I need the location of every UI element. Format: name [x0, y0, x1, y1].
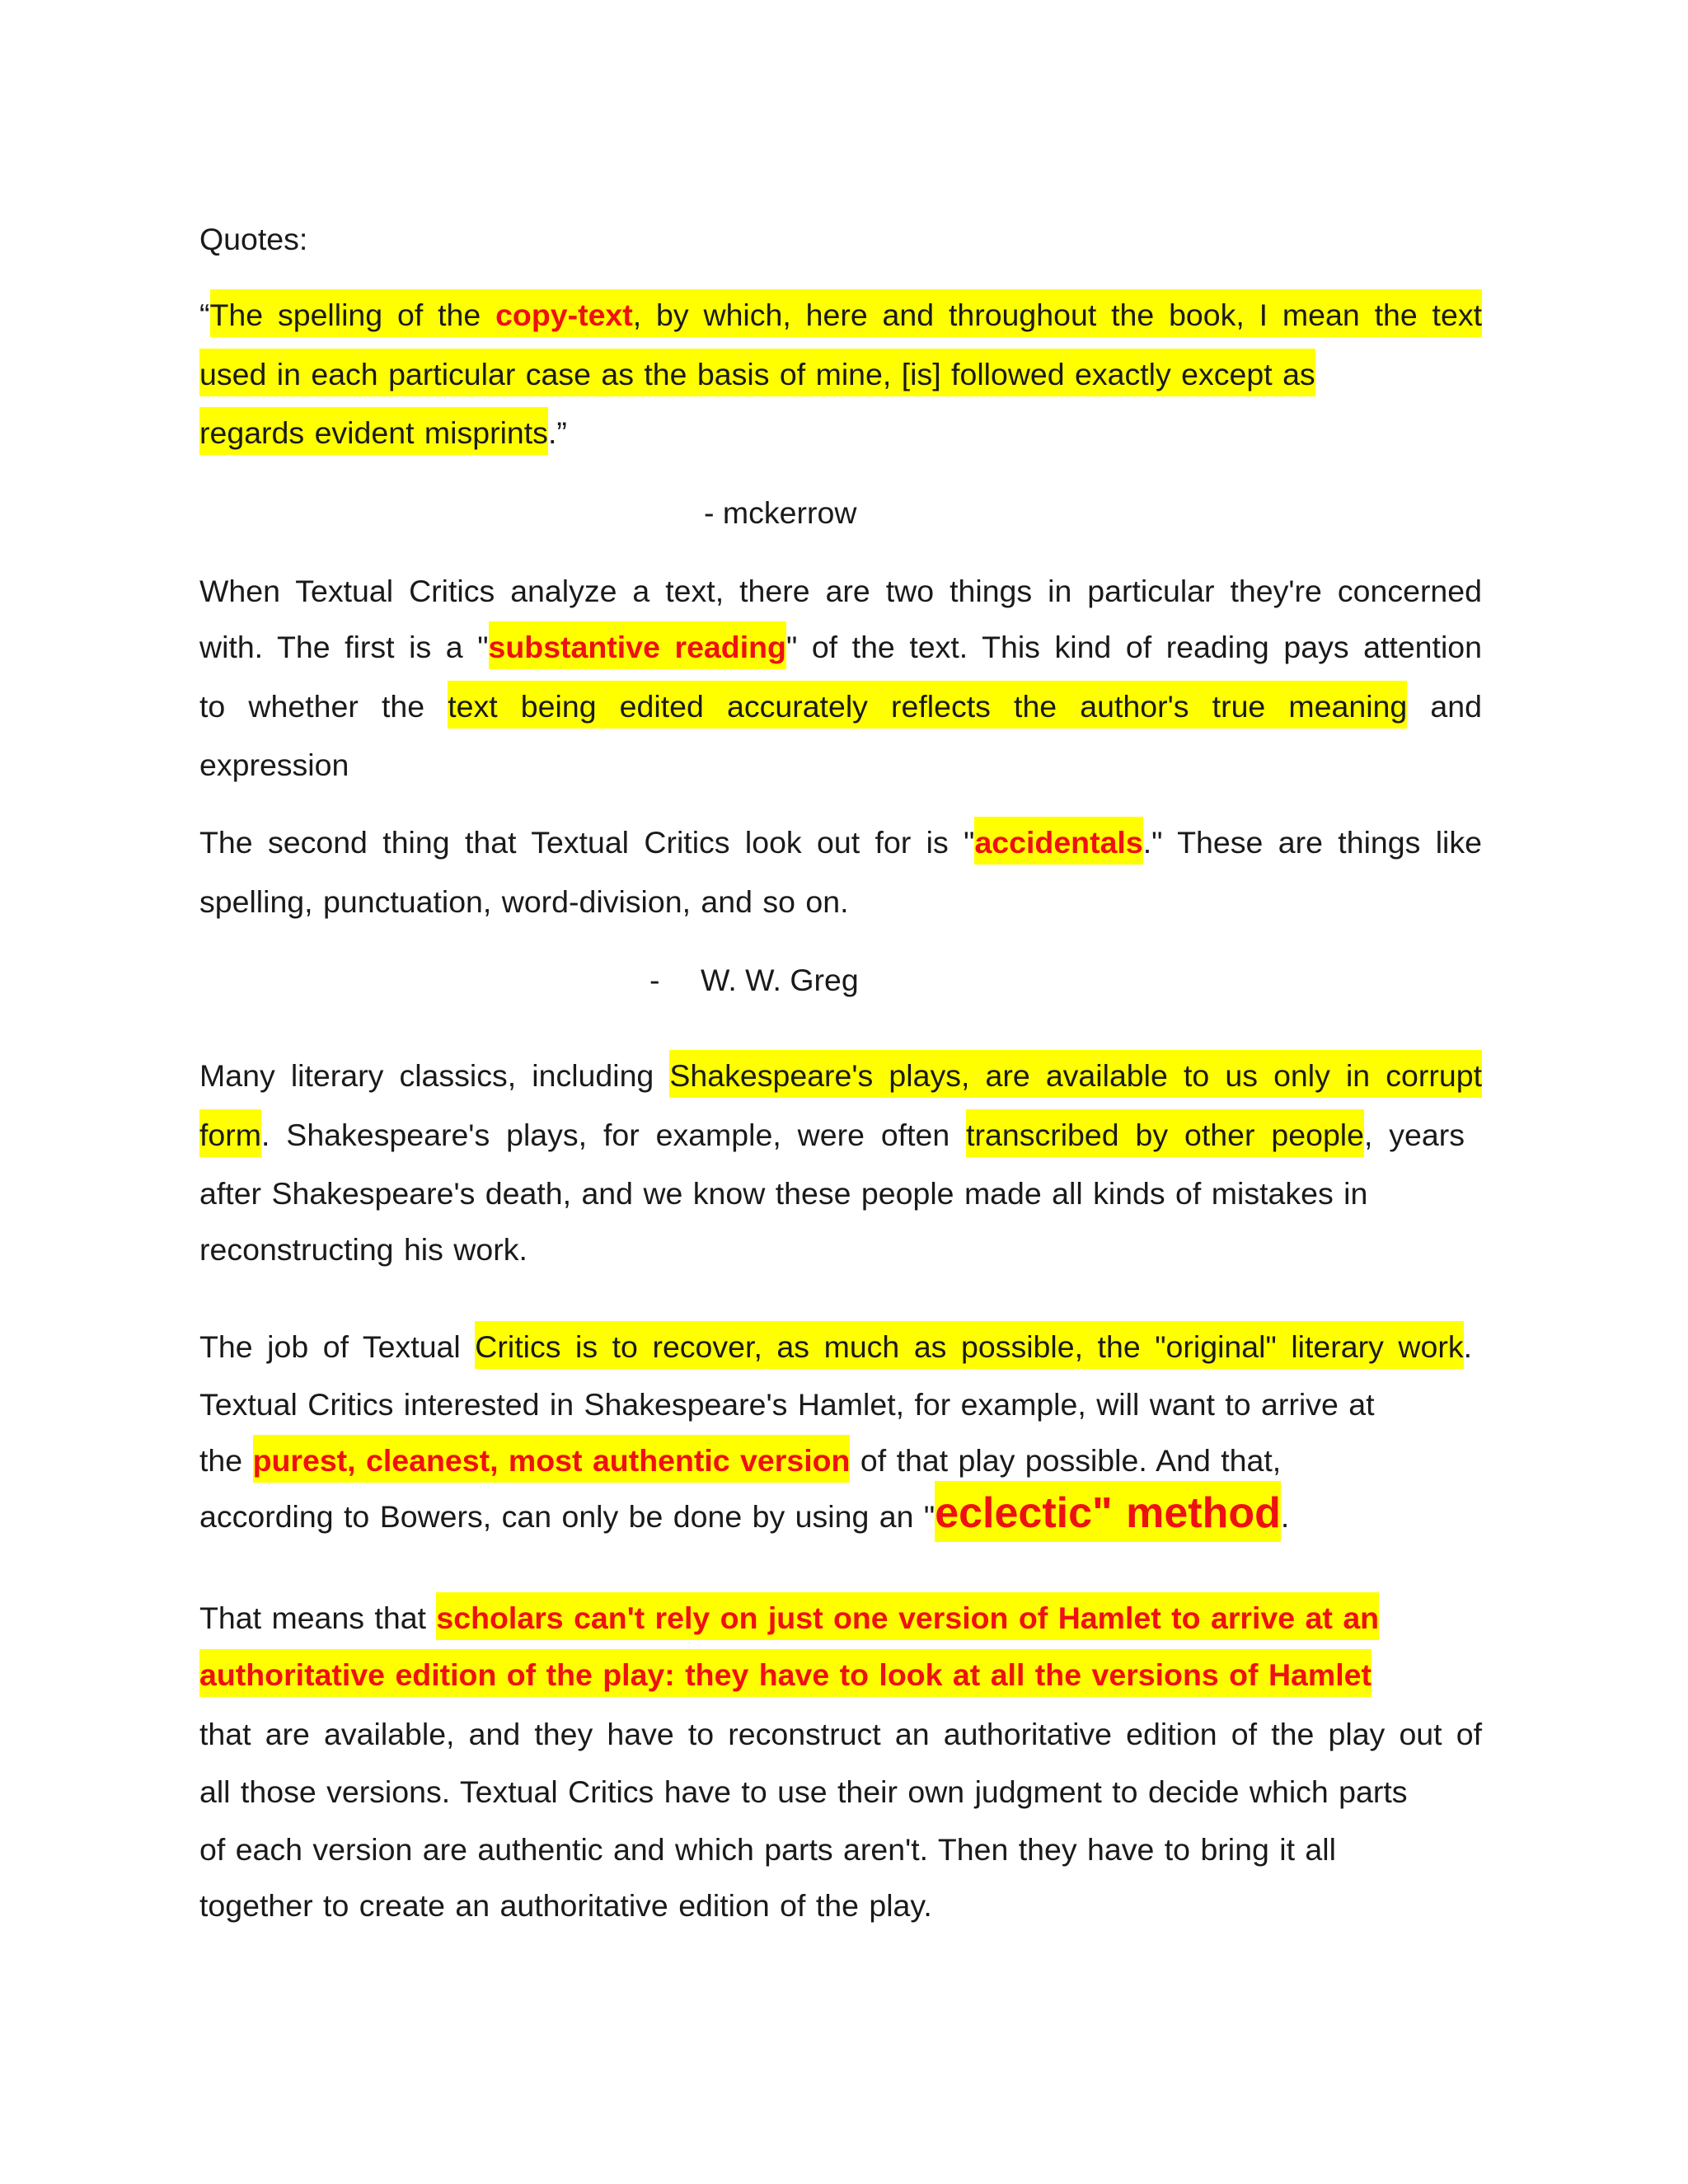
highlight: regards evident misprints [199, 407, 548, 455]
para5-line2 [199, 1655, 1372, 1694]
para4-line1: The job of Textual Critics is to recover, as much as possible, the "original" literary work. [199, 1327, 1472, 1366]
highlight: text being edited accurately reflects the author's true meaning [448, 681, 1407, 729]
para3-line2: form. Shakespeare's plays, for example, were often transcribed by other people, years [199, 1115, 1465, 1155]
para5-line5: of each version are authentic and which parts aren't. Then they have to bring it all [199, 1832, 1336, 1867]
emphasis-highlight: substantive reading [489, 621, 786, 669]
heading: Quotes: [199, 222, 308, 256]
para5-line3: that are available, and they have to reconstruct an authoritative edition of the play out of [199, 1717, 1482, 1751]
para1-line4: expression [199, 748, 349, 782]
open-quote: “ [199, 298, 210, 332]
attribution-dash: - [649, 963, 660, 997]
emphasis-highlight: scholars can't rely on just one version of Hamlet to arrive at an [436, 1592, 1379, 1640]
emphasis-highlight: purest, cleanest, most authentic version [253, 1435, 851, 1483]
quote1-line3: regards evident misprints.” [199, 413, 567, 452]
para5-line4: all those versions. Textual Critics have to use their own judgment to decide which parts [199, 1774, 1408, 1809]
para1-line2: with. The first is a "substantive reading" of the text. This kind of reading pays attention [199, 627, 1482, 667]
highlight: Shakespeare's plays, are available to us only in corrupt [669, 1050, 1482, 1098]
para5-line6: together to create an authoritative edition of the play. [199, 1888, 932, 1923]
quote1-line1 [199, 295, 1482, 335]
para4-line3: the purest, cleanest, most authentic version of that play possible. And that, [199, 1441, 1281, 1480]
para4-line4: according to Bowers, can only be done by using an "eclectic" method. [199, 1493, 1289, 1536]
highlight: used in each particular case as the basis of mine, [is] followed exactly except as [199, 349, 1315, 396]
highlight: The spelling of the copy-text, by which, here and throughout the book, I mean the text [210, 289, 1483, 337]
quote1-line2 [199, 354, 1315, 394]
para3-line1: Many literary classics, including Shakespeare's plays, are available to us only in corrupt [199, 1056, 1482, 1095]
para1-line3: to whether the text being edited accurately reflects the author's true meaning and [199, 687, 1482, 726]
emphasis-highlight: authoritative edition of the play: they have to look at all the versions of Hamlet [199, 1649, 1372, 1697]
highlight: transcribed by other people [966, 1109, 1364, 1157]
emphasis: copy-text [495, 298, 633, 332]
emphasis-highlight-large: eclectic" method [935, 1481, 1281, 1542]
para3-line4: reconstructing his work. [199, 1232, 528, 1267]
para1-line1: When Textual Critics analyze a text, there are two things in particular they're concerned [199, 574, 1482, 608]
attribution-greg: W. W. Greg [701, 963, 859, 997]
para5-line1: That means that scholars can't rely on just one version of Hamlet to arrive at an [199, 1598, 1379, 1638]
para4-line2: Textual Critics interested in Shakespeare's Hamlet, for example, will want to arrive at [199, 1387, 1375, 1422]
highlight: form [199, 1109, 261, 1157]
emphasis-highlight: accidentals [974, 817, 1142, 865]
para2-line1: The second thing that Textual Critics look out for is "accidentals." These are things like [199, 823, 1482, 862]
highlight: Critics is to recover, as much as possible, the "original" literary work [475, 1321, 1463, 1369]
para2-line2: spelling, punctuation, word-division, and so on. [199, 884, 849, 919]
attribution-mckerrow: - mckerrow [704, 495, 857, 530]
para3-line3: after Shakespeare's death, and we know these people made all kinds of mistakes in [199, 1176, 1368, 1211]
